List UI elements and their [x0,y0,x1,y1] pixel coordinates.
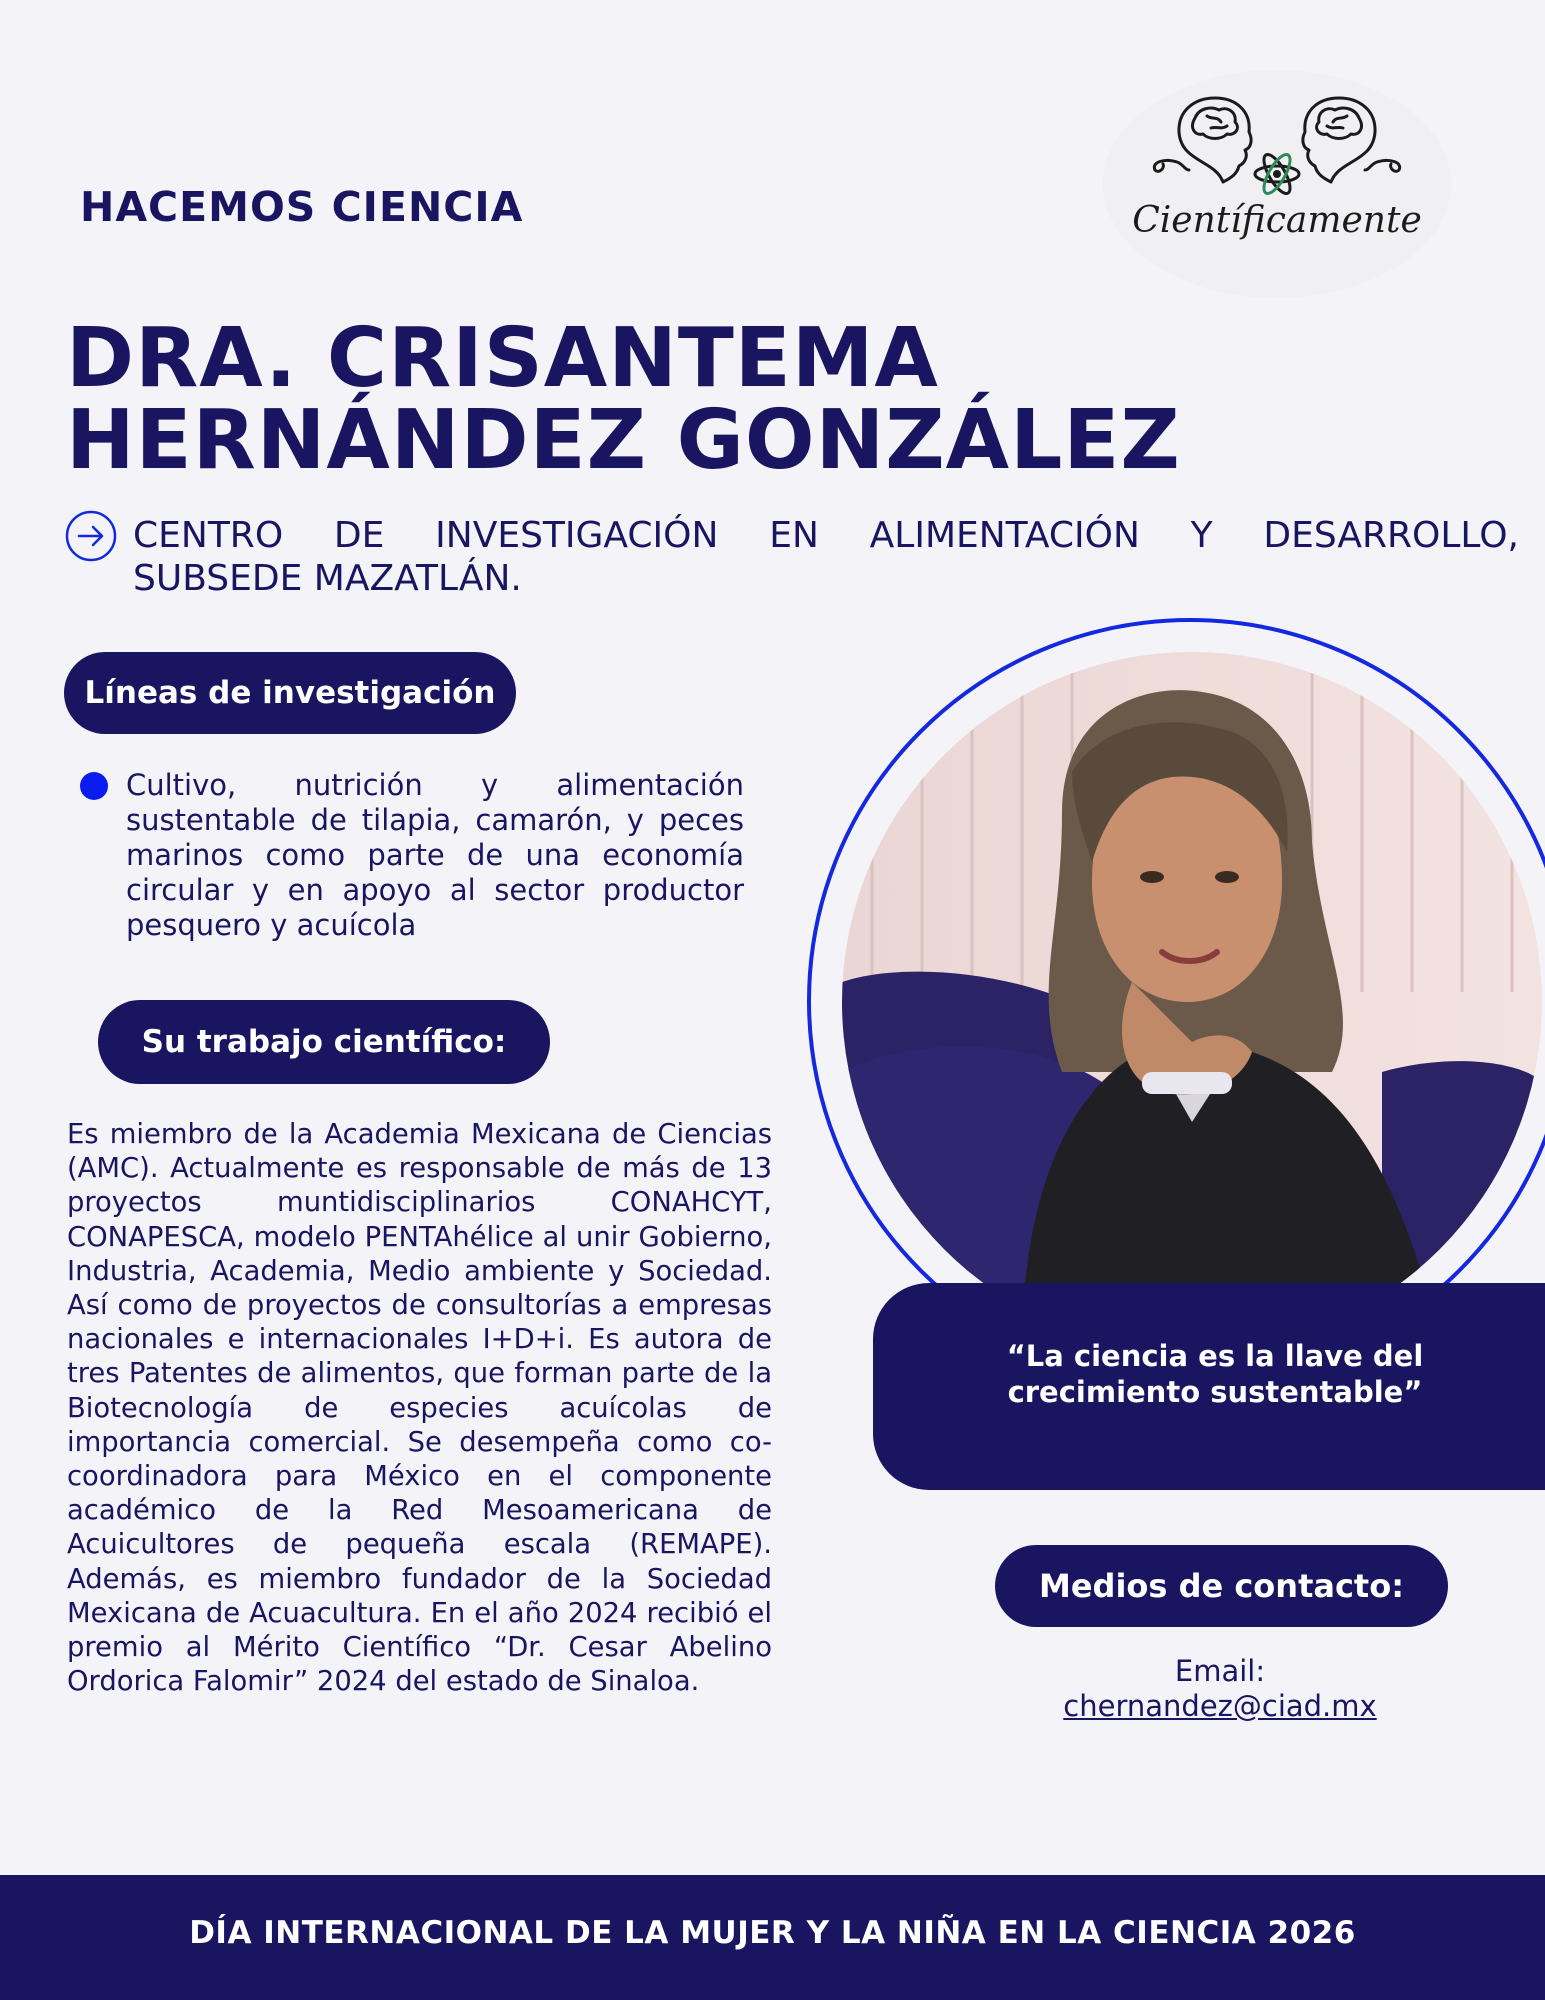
logo-text: Científicamente [1132,200,1422,241]
bullet-dot-icon [80,772,108,800]
logo [1103,70,1451,298]
email-label: Email: [1174,1654,1266,1688]
research-lines-heading: Líneas de investigación [64,652,516,734]
two-heads-brains-atom-icon [1103,70,1451,298]
section-kicker: HACEMOS CIENCIA [80,183,524,231]
portrait-illustration [842,652,1542,1352]
affiliation-line-2: SUBSEDE MAZATLÁN. [133,558,522,599]
name-line-2: HERNÁNDEZ GONZÁLEZ [66,393,1181,488]
portrait-photo [842,652,1542,1352]
email-link[interactable]: chernandez@ciad.mx [1063,1689,1377,1723]
quote-text: “La ciencia es la llave del crecimiento sustentable” [1006,1339,1424,1409]
scientist-name [66,311,1486,488]
footer-text: DÍA INTERNACIONAL DE LA MUJER Y LA NIÑA EN LA CIENCIA 2026 [189,1915,1356,1951]
name-line-1: DRA. CRISANTEMA [66,311,939,406]
scientific-work-text: Es miembro de la Academia Mexicana de Ciencias (AMC). Actualmente es responsable de más de 13 proyectos muntidisciplinarios CONAHCYT, CONAPESCA, modelo PENTAhélice al unir Gobierno, Industria, Academia, Medio ambiente y Sociedad. Así como de proyectos de consultorías a empresas nacionales e internacionales I+D+i. Es autora de tres Patentes de alimentos, que forman parte de la Biotecnología de especies acuícolas de importancia comercial. Se desempeña como co-coordinadora para México en el componente académico de la Red Mesoamericana de Acuicultores de pequeña escala (REMAPE). Además, es miembro fundador de la Sociedad Mexicana de Acuacultura. En el año 2024 recibió el premio al Mérito Científico “Dr. Cesar Abelino Ordorica Falomir” 2024 del estado de Sinaloa. [67,1119,772,1698]
scientific-work-heading: Su trabajo científico: [98,1000,550,1084]
circle-arrow-right-icon [64,509,118,563]
affiliation [133,514,1519,600]
footer-bar [0,1875,1545,2000]
affiliation-line-1: CENTRO DE INVESTIGACIÓN EN ALIMENTACIÓN Y DESARROLLO, [133,515,1519,556]
research-item: Cultivo, nutrición y alimentación sustentable de tilapia, camarón, y peces marinos como parte de una economía circular y en apoyo al sector productor pesquero y acuícola [126,768,744,942]
contact-heading: Medios de contacto: [995,1545,1448,1627]
